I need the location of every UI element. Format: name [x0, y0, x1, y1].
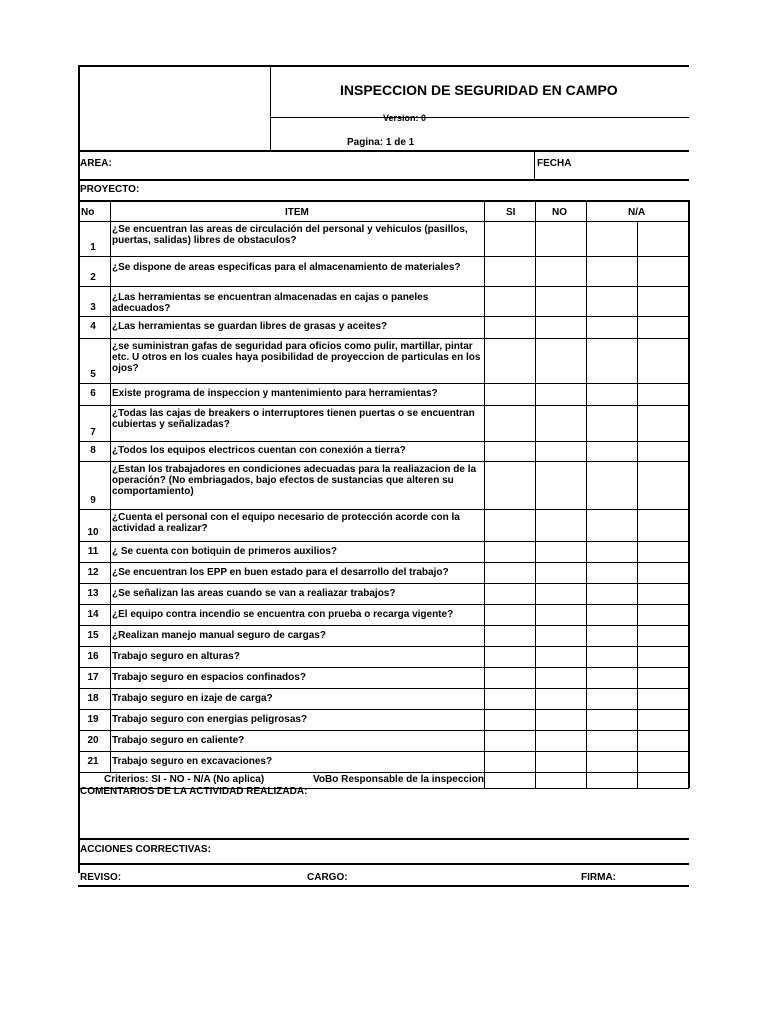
answer-no-checkbox[interactable] [536, 563, 586, 583]
answer-si-checkbox[interactable] [485, 384, 535, 405]
item-number: 14 [87, 609, 99, 620]
answer-si-checkbox[interactable] [485, 442, 535, 461]
answer-na-checkbox[interactable] [587, 731, 637, 751]
item-number: 17 [87, 672, 99, 683]
form-bottom [78, 885, 689, 887]
answer-na-extra-checkbox[interactable] [638, 584, 688, 604]
answer-si-checkbox[interactable] [485, 317, 535, 338]
form-title: INSPECCION DE SEGURIDAD EN CAMPO [340, 82, 618, 98]
answer-na-extra-checkbox[interactable] [638, 317, 688, 338]
item-text: ¿Las herramientas se guardan libres de grasas y aceites? [112, 321, 388, 332]
item-number: 21 [87, 756, 99, 767]
item-text: ¿Se encuentran las areas de circulación del personal y vehiculos (pasillos, puertas, salidas) libres de obstaculos? [112, 224, 468, 246]
col-no-answer-header: NO [552, 207, 567, 218]
col-no-header: No [81, 207, 95, 218]
answer-na-checkbox[interactable] [587, 287, 637, 316]
answer-si-checkbox[interactable] [485, 605, 535, 625]
answer-na-extra-checkbox[interactable] [638, 339, 688, 383]
col-si-header: SI [506, 207, 516, 218]
footer-col-no [535, 772, 536, 788]
answer-si-checkbox[interactable] [485, 563, 535, 583]
answer-si-checkbox[interactable] [485, 689, 535, 709]
vobo-label: VoBo Responsable de la inspeccion [313, 774, 484, 785]
item-text: Trabajo seguro en caliente? [112, 735, 245, 746]
answer-na-checkbox[interactable] [587, 584, 637, 604]
answer-no-checkbox[interactable] [536, 317, 586, 338]
answer-no-checkbox[interactable] [536, 689, 586, 709]
answer-no-checkbox[interactable] [536, 605, 586, 625]
item-number: 18 [87, 693, 99, 704]
proyecto-label: PROYECTO: [80, 184, 140, 195]
reviso-label: REVISO: [80, 872, 122, 883]
cargo-label: CARGO: [307, 872, 348, 883]
item-number: 12 [87, 567, 99, 578]
footer-col-end [688, 772, 690, 788]
answer-na-extra-checkbox[interactable] [638, 668, 688, 688]
row-line [78, 772, 689, 773]
answer-no-checkbox[interactable] [536, 384, 586, 405]
item-number: 20 [87, 735, 99, 746]
answer-na-checkbox[interactable] [587, 257, 637, 286]
item-number: 4 [90, 321, 96, 332]
criterios-label: Criterios: SI - NO - N/A (No aplica) [104, 774, 265, 785]
answer-no-checkbox[interactable] [536, 626, 586, 646]
inspection-form [78, 65, 689, 883]
item-text: ¿Las herramientas se encuentran almacenadas en cajas o paneles adecuados? [112, 292, 429, 314]
item-number: 13 [87, 588, 99, 599]
item-text: Trabajo seguro con energias peligrosas? [112, 714, 308, 725]
answer-na-extra-checkbox[interactable] [638, 257, 688, 286]
item-number: 11 [87, 546, 99, 557]
answer-no-checkbox[interactable] [536, 406, 586, 441]
answer-na-checkbox[interactable] [587, 406, 637, 441]
answer-si-checkbox[interactable] [485, 668, 535, 688]
item-text: Trabajo seguro en espacios confinados? [112, 672, 306, 683]
item-number: 2 [90, 272, 96, 283]
answer-no-checkbox[interactable] [536, 222, 586, 256]
item-text: ¿ Se cuenta con botiquin de primeros auxilios? [112, 546, 338, 557]
answer-no-checkbox[interactable] [536, 647, 586, 667]
item-number: 8 [90, 445, 96, 456]
answer-na-extra-checkbox[interactable] [638, 626, 688, 646]
answer-na-checkbox[interactable] [587, 752, 637, 772]
answer-no-checkbox[interactable] [536, 339, 586, 383]
answer-na-extra-checkbox[interactable] [638, 406, 688, 441]
fecha-label: FECHA [537, 158, 572, 169]
footer-col-si [484, 772, 485, 788]
answer-si-checkbox[interactable] [485, 731, 535, 751]
item-text: Trabajo seguro en izaje de carga? [112, 693, 273, 704]
answer-na-checkbox[interactable] [587, 647, 637, 667]
item-text: Trabajo seguro en excavaciones? [112, 756, 273, 767]
answer-si-checkbox[interactable] [485, 257, 535, 286]
item-text: ¿Se dispone de areas especificas para el almacenamiento de materiales? [112, 262, 461, 273]
logo-divider [270, 65, 271, 150]
answer-si-checkbox[interactable] [485, 542, 535, 562]
answer-no-checkbox[interactable] [536, 257, 586, 286]
item-number: 16 [87, 651, 99, 662]
item-number: 10 [87, 527, 99, 538]
answer-na-checkbox[interactable] [587, 668, 637, 688]
item-number: 9 [90, 495, 96, 506]
comentarios-field[interactable] [80, 798, 689, 838]
answer-na-extra-checkbox[interactable] [638, 731, 688, 751]
answer-no-checkbox[interactable] [536, 668, 586, 688]
acciones-label: ACCIONES CORRECTIVAS: [80, 844, 211, 855]
item-text: ¿Todas las cajas de breakers o interruptores tienen puertas o se encuentran cubiertas y señalizadas? [112, 408, 475, 430]
answer-na-extra-checkbox[interactable] [638, 752, 688, 772]
answer-na-extra-checkbox[interactable] [638, 510, 688, 541]
item-number: 7 [90, 427, 96, 438]
answer-na-extra-checkbox[interactable] [638, 605, 688, 625]
item-number: 3 [90, 302, 96, 313]
answer-na-checkbox[interactable] [587, 317, 637, 338]
logo-box[interactable] [80, 67, 270, 150]
proyecto-bottom [78, 200, 689, 202]
item-text: ¿Se encuentran los EPP en buen estado para el desarrollo del trabajo? [112, 567, 449, 578]
answer-na-checkbox[interactable] [587, 462, 637, 509]
answer-si-checkbox[interactable] [485, 647, 535, 667]
answer-na-checkbox[interactable] [587, 384, 637, 405]
item-text: ¿Cuenta el personal con el equipo necesario de protección acorde con la actividad a realizar? [112, 512, 460, 534]
answer-no-checkbox[interactable] [536, 542, 586, 562]
fecha-field[interactable] [568, 152, 688, 180]
answer-no-checkbox[interactable] [536, 752, 586, 772]
answer-si-checkbox[interactable] [485, 710, 535, 730]
item-text: Trabajo seguro en alturas? [112, 651, 240, 662]
acciones-bottom [78, 863, 689, 865]
item-number: 6 [90, 388, 96, 399]
answer-si-checkbox[interactable] [485, 626, 535, 646]
header-divider [270, 117, 689, 118]
item-text: ¿El equipo contra incendio se encuentra con prueba o recarga vigente? [112, 609, 454, 620]
answer-no-checkbox[interactable] [536, 731, 586, 751]
answer-na-extra-checkbox[interactable] [638, 542, 688, 562]
answer-na-extra-checkbox[interactable] [638, 710, 688, 730]
answer-na-checkbox[interactable] [587, 510, 637, 541]
answer-na-extra-checkbox[interactable] [638, 689, 688, 709]
answer-si-checkbox[interactable] [485, 584, 535, 604]
item-number: 15 [87, 630, 99, 641]
answer-si-checkbox[interactable] [485, 287, 535, 316]
col-item-header: ITEM [285, 207, 309, 218]
answer-si-checkbox[interactable] [485, 339, 535, 383]
answer-no-checkbox[interactable] [536, 710, 586, 730]
col-na-header: N/A [628, 207, 646, 218]
item-number: 5 [90, 369, 96, 380]
answer-si-checkbox[interactable] [485, 510, 535, 541]
answer-no-checkbox[interactable] [536, 510, 586, 541]
footer-col-na2 [637, 772, 638, 788]
answer-si-checkbox[interactable] [485, 406, 535, 441]
item-text: ¿Se señalizan las areas cuando se van a realiazar trabajos? [112, 588, 396, 599]
answer-no-checkbox[interactable] [536, 584, 586, 604]
answer-no-checkbox[interactable] [536, 462, 586, 509]
answer-na-checkbox[interactable] [587, 605, 637, 625]
page-label: Pagina: 1 de 1 [347, 137, 415, 148]
answer-si-checkbox[interactable] [485, 222, 535, 256]
answer-na-checkbox[interactable] [587, 339, 637, 383]
answer-na-extra-checkbox[interactable] [638, 563, 688, 583]
answer-na-checkbox[interactable] [587, 710, 637, 730]
firma-label: FIRMA: [581, 872, 616, 883]
answer-na-extra-checkbox[interactable] [638, 647, 688, 667]
answer-na-extra-checkbox[interactable] [638, 287, 688, 316]
area-field[interactable] [118, 152, 534, 180]
comentarios-bottom [78, 838, 689, 840]
answer-na-checkbox[interactable] [587, 442, 637, 461]
answer-no-checkbox[interactable] [536, 287, 586, 316]
item-text: Existe programa de inspeccion y mantenimiento para herramientas? [112, 388, 438, 399]
footer-col-na [586, 772, 587, 788]
answer-si-checkbox[interactable] [485, 752, 535, 772]
comentarios-label: COMENTARIOS DE LA ACTIVIDAD REALIZADA: [80, 786, 308, 797]
item-text: ¿Estan los trabajadores en condiciones adecuadas para la realiazacion de la operación? (No embriagados, bajo efectos de sustancias que alteren su comportamiento) [112, 464, 477, 497]
version-label: Version: 0 [383, 113, 427, 123]
proyecto-field[interactable] [138, 181, 688, 200]
fecha-divider [534, 150, 535, 180]
answer-na-extra-checkbox[interactable] [638, 222, 688, 256]
item-number: 1 [90, 242, 96, 253]
answer-na-extra-checkbox[interactable] [638, 384, 688, 405]
answer-na-extra-checkbox[interactable] [638, 462, 688, 509]
answer-si-checkbox[interactable] [485, 462, 535, 509]
answer-no-checkbox[interactable] [536, 442, 586, 461]
answer-na-extra-checkbox[interactable] [638, 442, 688, 461]
item-text: ¿se suministran gafas de seguridad para oficios como pulir, martillar, pintar etc. U otros en los cuales haya posibilidad de proyeccion de particulas en los ojos? [112, 341, 481, 374]
answer-na-checkbox[interactable] [587, 542, 637, 562]
answer-na-checkbox[interactable] [587, 689, 637, 709]
item-text: ¿Todos los equipos electricos cuentan con conexión a tierra? [112, 445, 406, 456]
item-text: ¿Realizan manejo manual seguro de cargas? [112, 630, 326, 641]
item-number: 19 [87, 714, 99, 725]
area-label: AREA: [80, 158, 112, 169]
answer-na-checkbox[interactable] [587, 563, 637, 583]
answer-na-checkbox[interactable] [587, 222, 637, 256]
answer-na-checkbox[interactable] [587, 626, 637, 646]
